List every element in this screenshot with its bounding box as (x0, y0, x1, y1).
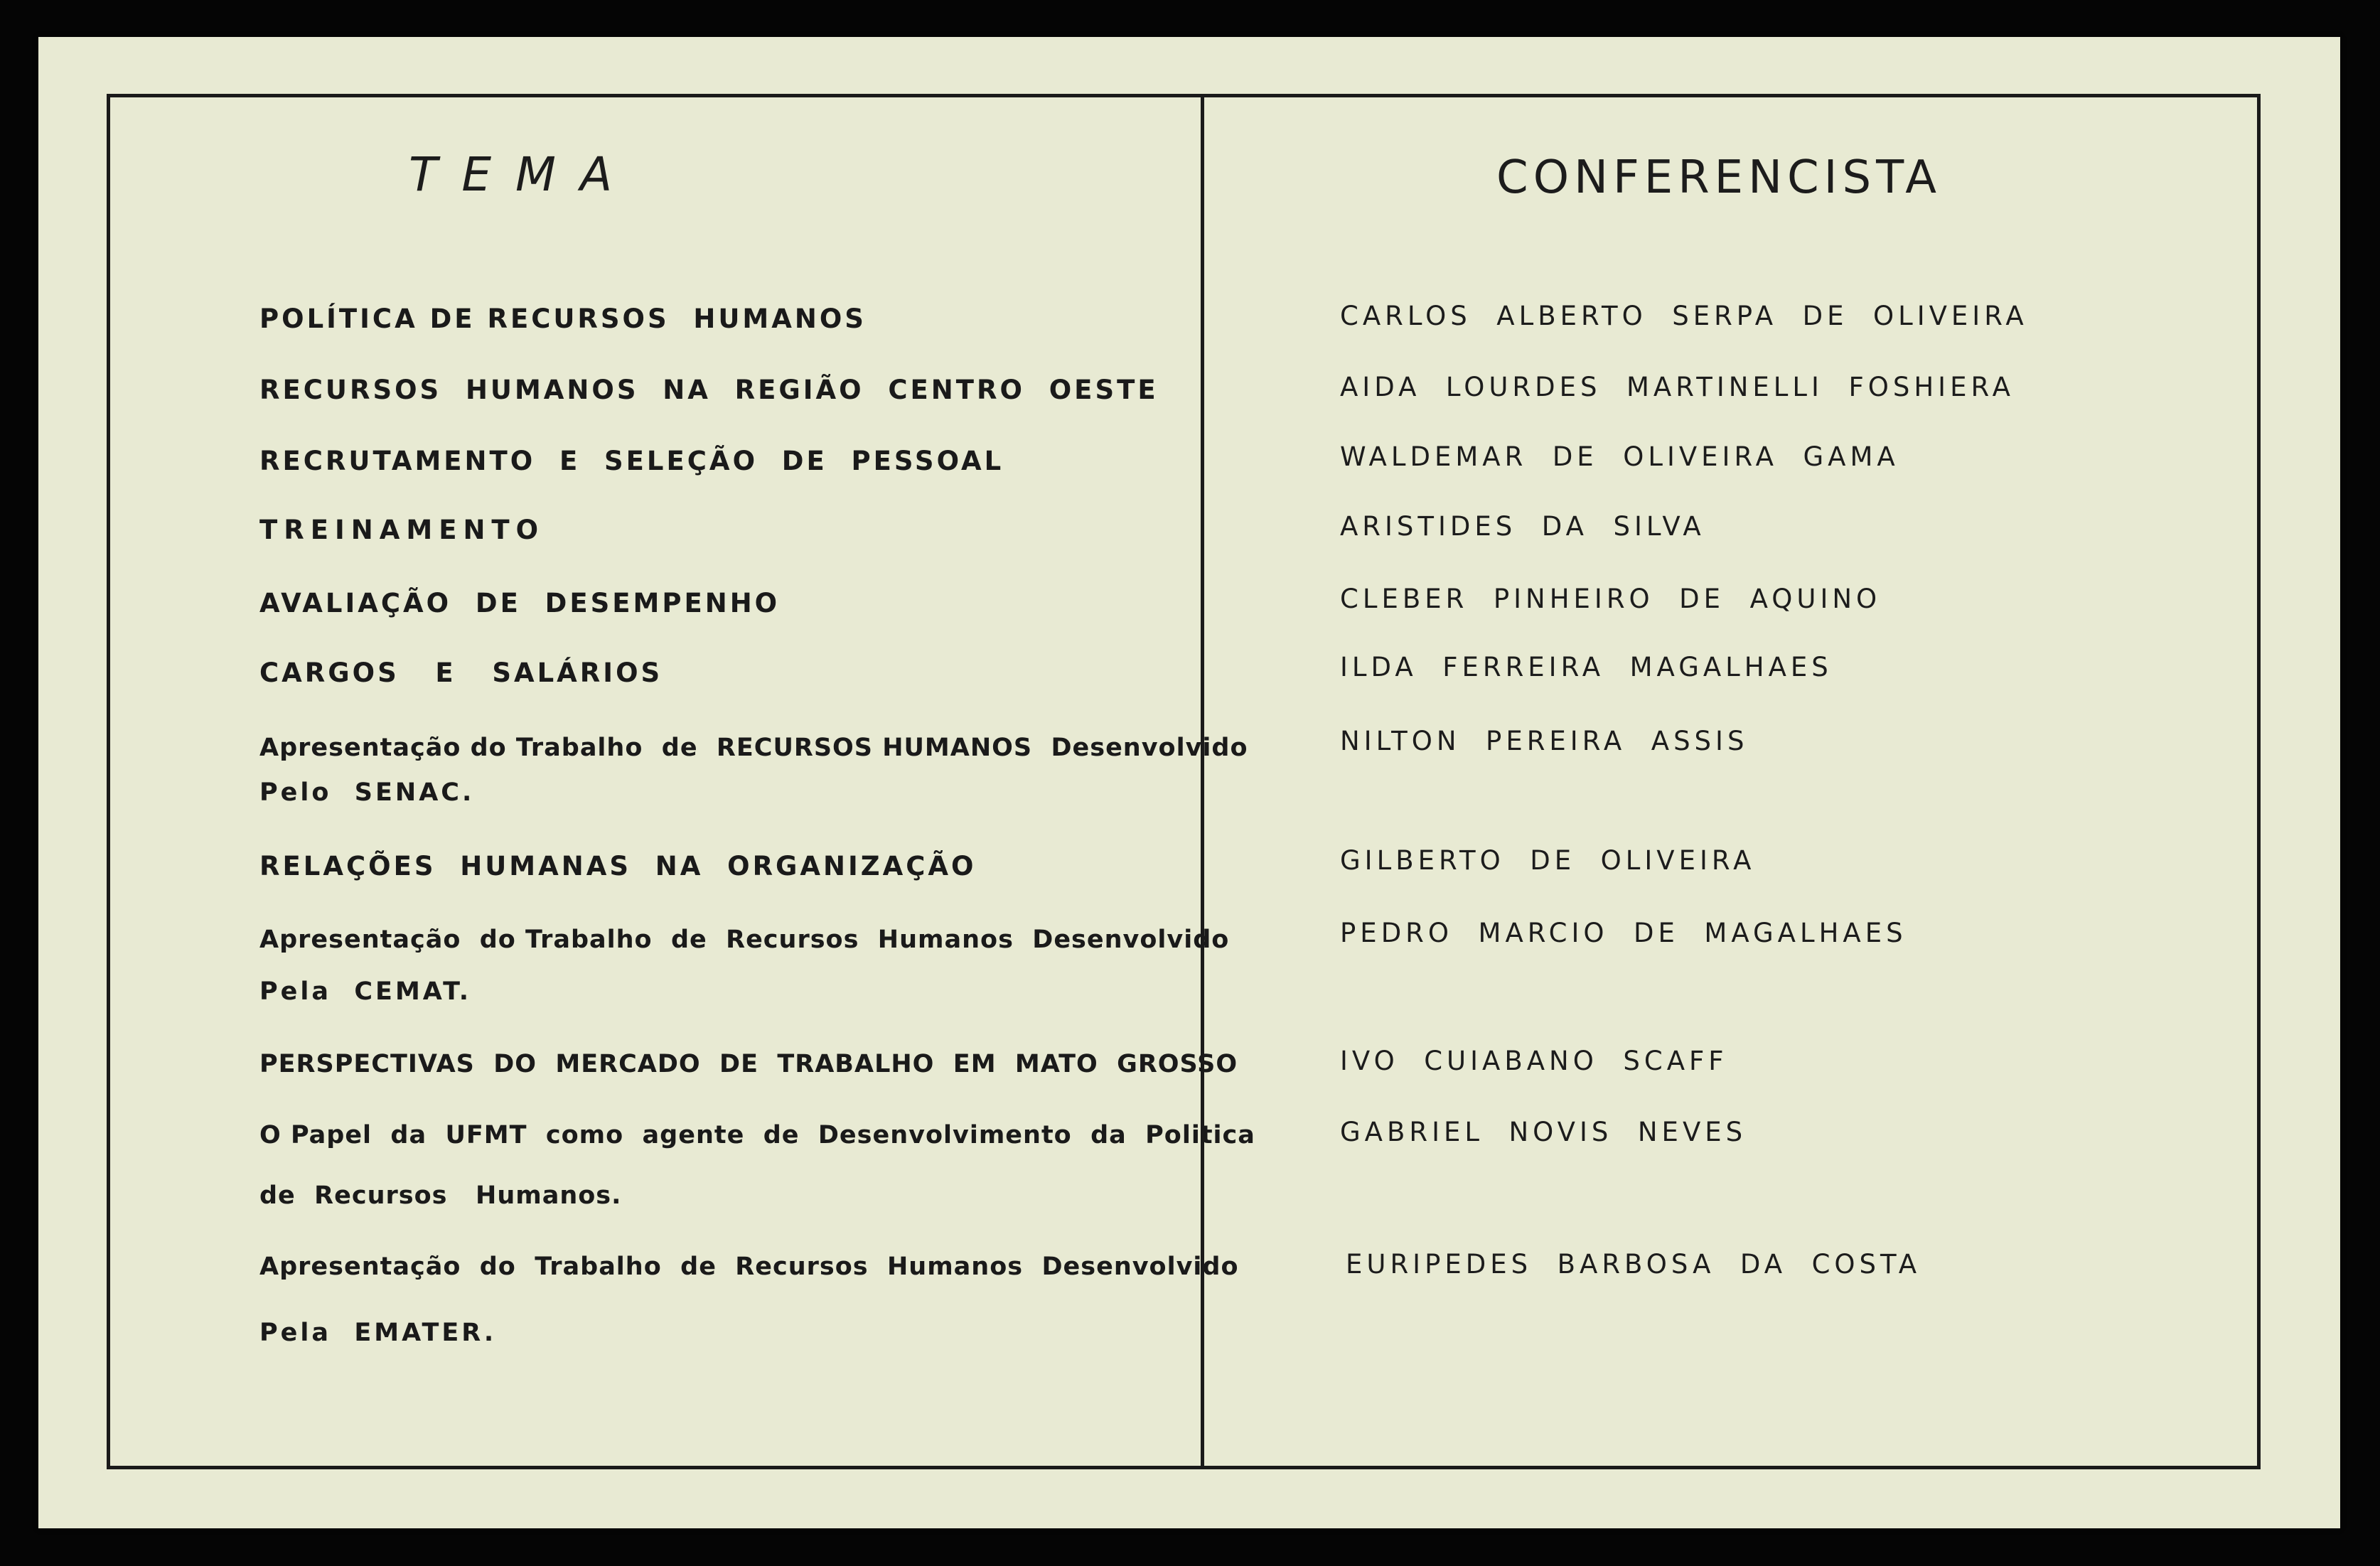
speaker-item: ILDA FERREIRA MAGALHAES (1340, 652, 1833, 682)
topic-item: Pelo SENAC. (259, 778, 475, 807)
topic-item: RECURSOS HUMANOS NA REGIÃO CENTRO OESTE (259, 375, 1159, 405)
document-page (38, 37, 2340, 1528)
topic-item: Pela EMATER. (259, 1319, 497, 1347)
topic-column-title: TEMA (409, 147, 637, 202)
topic-item: PERSPECTIVAS DO MERCADO DE TRABALHO EM MATO GROSSO (259, 1050, 1238, 1078)
topic-item: RELAÇÕES HUMANAS NA ORGANIZAÇÃO (259, 851, 977, 881)
topic-item: Pela CEMAT. (259, 977, 472, 1006)
speaker-item: WALDEMAR DE OLIVEIRA GAMA (1340, 441, 1899, 472)
speaker-item: GILBERTO DE OLIVEIRA (1340, 845, 1756, 876)
topic-item: RECRUTAMENTO E SELEÇÃO DE PESSOAL (259, 446, 1004, 476)
topic-item: Apresentação do Trabalho de Recursos Humanos Desenvolvido (259, 926, 1230, 954)
table-frame (107, 94, 2261, 1469)
speaker-item: AIDA LOURDES MARTINELLI FOSHIERA (1340, 372, 2015, 402)
topic-item: AVALIAÇÃO DE DESEMPENHO (259, 588, 781, 618)
speaker-item: IVO CUIABANO SCAFF (1340, 1046, 1728, 1076)
topic-item: O Papel da UFMT como agente de Desenvolvimento da Politica (259, 1121, 1255, 1149)
speaker-item: PEDRO MARCIO DE MAGALHAES (1340, 918, 1907, 948)
topic-item: Apresentação do Trabalho de RECURSOS HUMANOS Desenvolvido (259, 734, 1248, 762)
topic-item: POLÍTICA DE RECURSOS HUMANOS (259, 304, 867, 334)
speaker-item: CLEBER PINHEIRO DE AQUINO (1340, 584, 1882, 614)
topic-item: Apresentação do Trabalho de Recursos Humanos Desenvolvido (259, 1253, 1239, 1281)
speaker-column-title: CONFERENCISTA (1496, 151, 1942, 204)
speaker-item: CARLOS ALBERTO SERPA DE OLIVEIRA (1340, 301, 2028, 331)
topic-item: CARGOS E SALÁRIOS (259, 658, 663, 688)
speaker-item: ARISTIDES DA SILVA (1340, 511, 1705, 542)
speaker-item: NILTON PEREIRA ASSIS (1340, 726, 1749, 756)
speaker-item: EURIPEDES BARBOSA DA COSTA (1346, 1249, 1921, 1280)
topic-item: TREINAMENTO (259, 515, 545, 545)
speaker-item: GABRIEL NOVIS NEVES (1340, 1117, 1747, 1147)
topic-item: de Recursos Humanos. (259, 1181, 622, 1210)
